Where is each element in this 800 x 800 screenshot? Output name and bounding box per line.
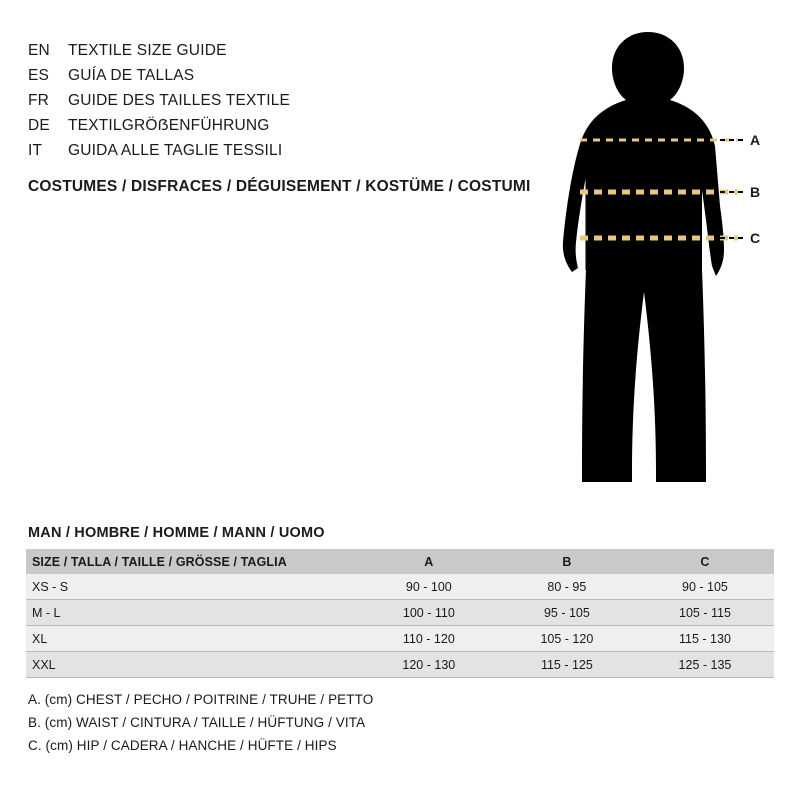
language-row bbox=[28, 138, 508, 163]
language-code: ES bbox=[28, 67, 50, 84]
marker-label-b: B bbox=[750, 184, 761, 200]
cell-c: 125 - 135 bbox=[678, 657, 732, 672]
legend-line-a: A. (cm) CHEST / PECHO / POITRINE / TRUHE / PETTO bbox=[28, 692, 374, 707]
table-row bbox=[26, 600, 774, 626]
cell-size: XXL bbox=[32, 657, 56, 672]
cell-size: M - L bbox=[32, 605, 61, 620]
table-group-label: MAN / HOMBRE / HOMME / MANN / UOMO bbox=[28, 525, 325, 541]
language-row bbox=[28, 113, 508, 138]
cell-c: 90 - 105 bbox=[682, 579, 728, 594]
language-code: FR bbox=[28, 92, 50, 109]
language-title: GUÍA DE TALLAS bbox=[68, 67, 195, 84]
size-table-body bbox=[26, 574, 774, 678]
category-line: COSTUMES / DISFRACES / DÉGUISEMENT / KOSTÜME / COSTUMI bbox=[28, 178, 531, 195]
language-title: TEXTILGRÖẞENFÜHRUNG bbox=[68, 117, 270, 134]
cell-b: 105 - 120 bbox=[540, 631, 594, 646]
language-title: TEXTILE SIZE GUIDE bbox=[68, 42, 227, 59]
language-title: GUIDA ALLE TAGLIE TESSILI bbox=[68, 142, 283, 159]
language-title-block bbox=[28, 38, 508, 163]
cell-size: XL bbox=[32, 631, 48, 646]
language-row bbox=[28, 88, 508, 113]
table-row bbox=[26, 652, 774, 678]
column-header-c: C bbox=[700, 554, 710, 569]
cell-c: 115 - 130 bbox=[679, 631, 731, 646]
legend-line-b: B. (cm) WAIST / CINTURA / TAILLE / HÜFTUNG / VITA bbox=[28, 715, 366, 730]
language-code: EN bbox=[28, 42, 50, 59]
cell-a: 110 - 120 bbox=[402, 631, 455, 646]
column-header-b: B bbox=[562, 554, 572, 569]
cell-a: 100 - 110 bbox=[402, 605, 455, 620]
cell-a: 90 - 100 bbox=[405, 579, 452, 594]
language-code: DE bbox=[28, 117, 50, 134]
table-row bbox=[26, 626, 774, 652]
body-figure bbox=[520, 20, 790, 500]
table-header-row bbox=[26, 549, 774, 574]
cell-a: 120 - 130 bbox=[402, 657, 456, 672]
column-header-size: SIZE / TALLA / TAILLE / GRÖSSE / TAGLIA bbox=[32, 554, 287, 569]
cell-size: XS - S bbox=[32, 579, 69, 594]
cell-c: 105 - 115 bbox=[679, 605, 731, 620]
marker-label-a: A bbox=[750, 132, 761, 148]
language-row bbox=[28, 63, 508, 88]
size-table bbox=[26, 549, 774, 678]
size-table-head bbox=[26, 549, 774, 574]
measurement-legend bbox=[28, 688, 373, 757]
marker-label-c: C bbox=[750, 230, 761, 246]
language-row bbox=[28, 38, 508, 63]
body-silhouette bbox=[563, 32, 724, 482]
cell-b: 80 - 95 bbox=[547, 579, 587, 594]
language-code: IT bbox=[28, 142, 43, 159]
cell-b: 95 - 105 bbox=[543, 605, 590, 620]
cell-b: 115 - 125 bbox=[540, 657, 593, 672]
silhouette-svg bbox=[520, 20, 790, 500]
table-row bbox=[26, 574, 774, 600]
legend-line-c: C. (cm) HIP / CADERA / HANCHE / HÜFTE / HIPS bbox=[28, 738, 337, 753]
column-header-a: A bbox=[424, 554, 434, 569]
language-title: GUIDE DES TAILLES TEXTILE bbox=[68, 92, 291, 109]
